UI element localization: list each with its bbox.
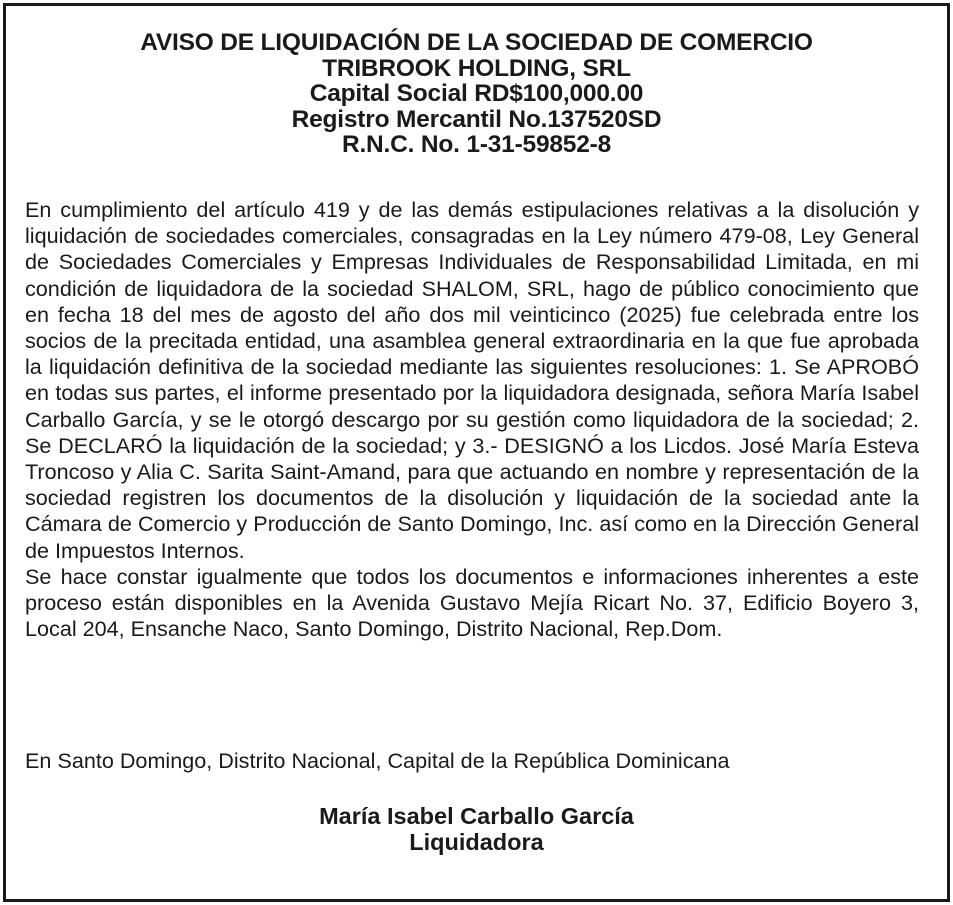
signatory-name: María Isabel Carballo García [319, 803, 634, 829]
body-paragraph-1: En cumplimiento del artículo 419 y de las demás estipulaciones relativas a la disolución y liquidación de sociedades comerciales, consagradas en la Ley número 479-08, Ley General de Sociedades Comerciales y Empresas Individuales de Responsabilidad Limitada, en mi condición de liquidadora de la sociedad SHALOM, SRL, hago de público conocimiento que en fecha 18 del mes de agosto del año dos mil veinticinco (2025) fue celebrada entre los socios de la precitada entidad, una asamblea general extraordinaria en la que fue aprobada la liquidación definitiva de la sociedad mediante las siguientes resoluciones: 1. Se APROBÓ en todas sus partes, el informe presentado por la liquidadora designada, señora María Isabel Carballo García, y se le otorgó descargo por su gestión como liquidadora de la sociedad; 2. Se DECLARÓ la liquidación de la sociedad; y 3.- DESIGNÓ a los Licdos. José María Esteva Troncoso y Alia C. Sarita Saint-Amand, para que actuando en nombre y representación de la sociedad registren los documentos de la disolución y liquidación de la sociedad ante la Cámara de Comercio y Producción de Santo Domingo, Inc. así como en la Dirección General de Impuestos Internos. [25, 197, 919, 563]
body-paragraph-2: Se hace constar igualmente que todos los documentos e informaciones inherentes a este proceso están disponibles en la Avenida Gustavo Mejía Ricart No. 37, Edificio Boyero 3, Local 204, Ensanche Naco, Santo Domingo, Distrito Nacional, Rep.Dom. [25, 563, 919, 642]
notice-body [25, 197, 919, 642]
rnc-number: R.N.C. No. 1-31-59852-8 [341, 131, 612, 158]
registro-mercantil: Registro Mercantil No.137520SD [291, 105, 662, 133]
signature-block [0, 803, 953, 855]
notice-title: AVISO DE LIQUIDACIÓN DE LA SOCIEDAD DE COMERCIO [140, 29, 813, 56]
closing-place: En Santo Domingo, Distrito Nacional, Capital de la República Dominicana [25, 748, 730, 773]
capital-social: Capital Social RD$100,000.00 [309, 80, 644, 107]
notice-header [0, 30, 953, 158]
company-name: TRIBROOK HOLDING, SRL [322, 54, 631, 82]
signatory-title: Liquidadora [409, 829, 544, 855]
